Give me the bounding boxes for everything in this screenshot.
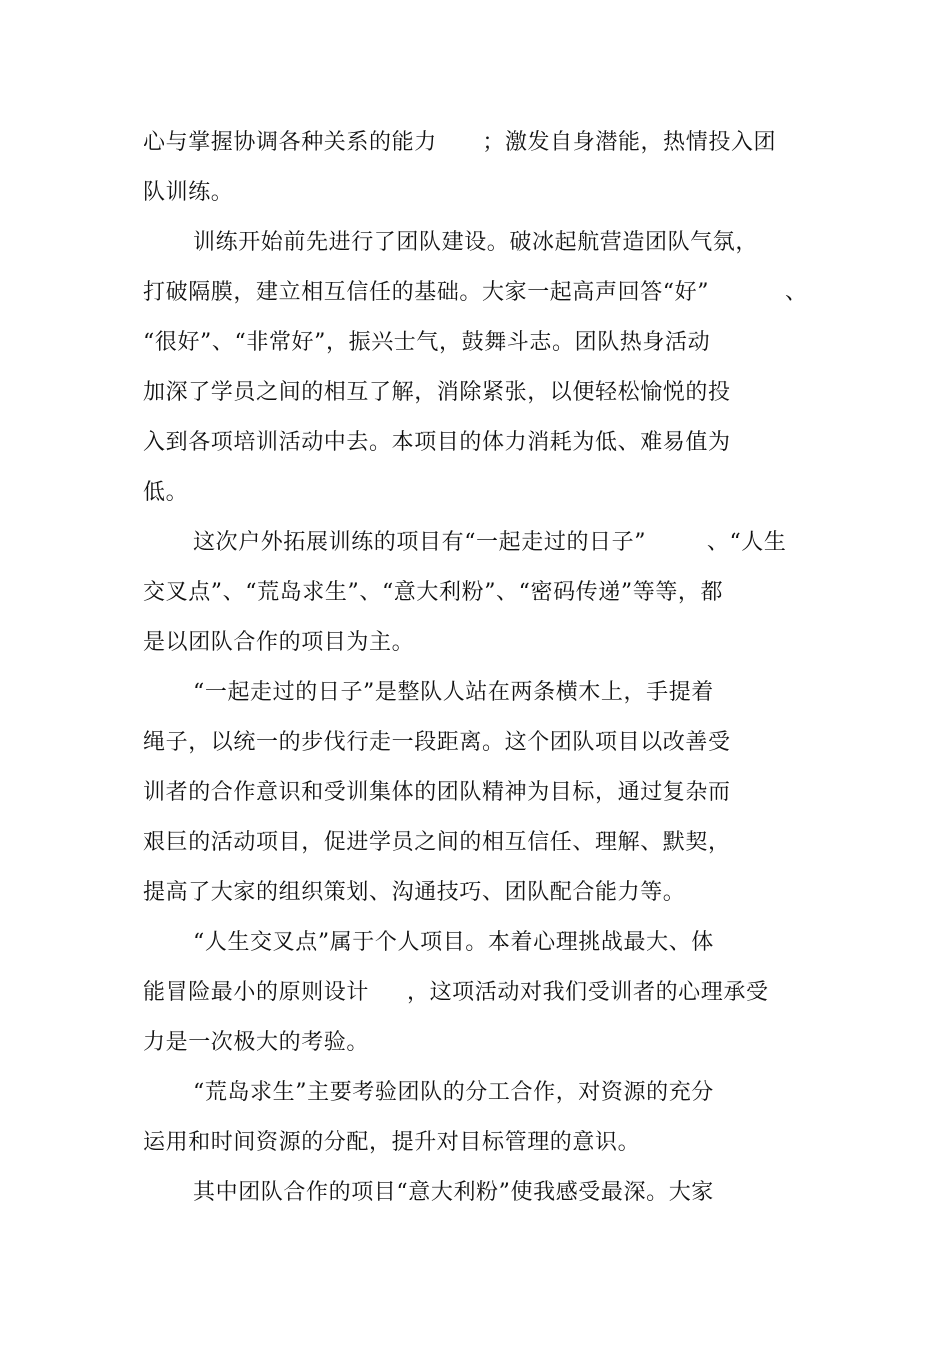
text-line: 入到各项培训活动中去。本项目的体力消耗为低、难易值为	[143, 430, 731, 455]
text-line: 运用和时间资源的分配，提升对目标管理的意识。	[143, 1130, 641, 1155]
text-line: 其中团队合作的项目“意大利粉”使我感受最深。大家	[193, 1180, 714, 1205]
text-line: 艰巨的活动项目，促进学员之间的相互信任、理解、默契，	[143, 830, 731, 855]
text-line: 训练开始前先进行了团队建设。破冰起航营造团队气氛，	[193, 230, 759, 255]
text-line: 能冒险最小的原则设计 ，这项活动对我们受训者的心理承受	[143, 980, 769, 1005]
text-line: 打破隔膜，建立相互信任的基础。大家一起高声回答“好” 、	[143, 280, 808, 305]
text-line: 绳子，以统一的步伐行走一段距离。这个团队项目以改善受	[143, 730, 731, 755]
text-line: 是以团队合作的项目为主。	[143, 630, 415, 655]
text-line: 加深了学员之间的相互了解，消除紧张，以便轻松愉悦的投	[143, 380, 731, 405]
text-line: “荒岛求生”主要考验团队的分工合作，对资源的充分	[193, 1080, 714, 1105]
text-line: “人生交叉点”属于个人项目。本着心理挑战最大、体	[193, 930, 714, 955]
text-line: 这次户外拓展训练的项目有“一起走过的日子” 、“人生	[193, 530, 787, 555]
text-line: 交叉点”、“荒岛求生”、“意大利粉”、“密码传递”等等，都	[143, 580, 724, 605]
text-line: 力是一次极大的考验。	[143, 1030, 370, 1055]
text-line: “很好”、“非常好”，振兴士气，鼓舞斗志。团队热身活动	[143, 330, 711, 355]
text-line: 训者的合作意识和受训集体的团队精神为目标，通过复杂而	[143, 780, 731, 805]
text-line: “一起走过的日子”是整队人站在两条横木上，手提着	[193, 680, 714, 705]
text-line: 提高了大家的组织策划、沟通技巧、团队配合能力等。	[143, 880, 686, 905]
text-line: 队训练。	[143, 180, 234, 205]
text-line: 低。	[143, 480, 189, 505]
text-line: 心与掌握协调各种关系的能力 ；激发自身潜能，热情投入团	[143, 130, 777, 155]
